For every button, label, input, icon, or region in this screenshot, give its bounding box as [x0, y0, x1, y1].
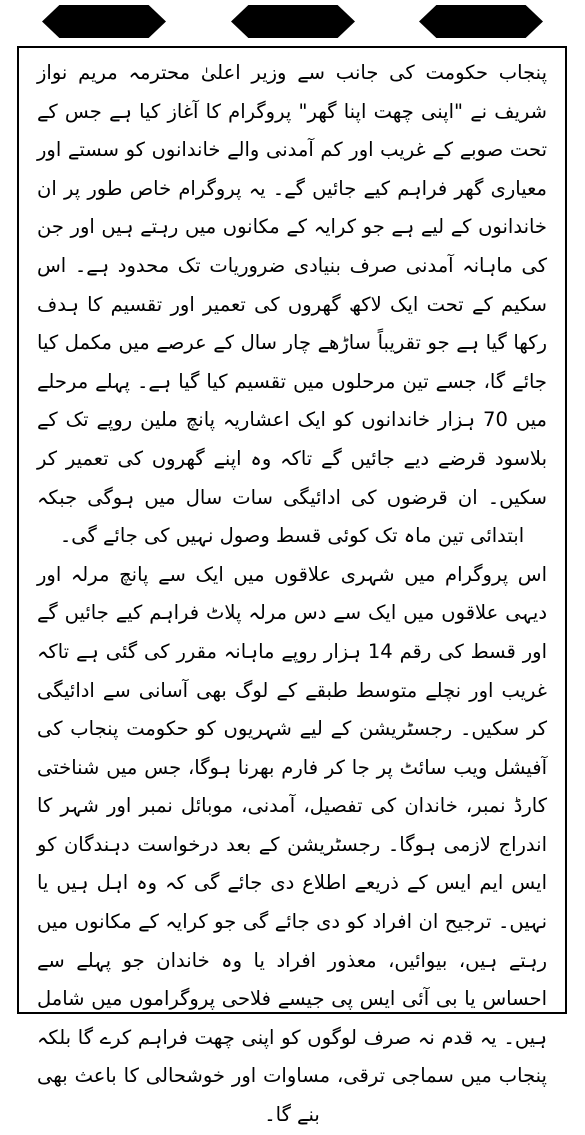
decorative-tab-right: [419, 5, 543, 38]
article-frame: [17, 46, 567, 1127]
article-paragraph-2: اس پروگرام میں شہری علاقوں میں ایک سے پانچ مرلہ اور دیہی علاقوں میں ایک سے دس مرلہ پلاٹ فراہم کیے جائیں گے اور قسط کی رقم 14 ہزار روپے ماہانہ مقرر کی گئی ہے تاکہ غریب اور نچلے متوسط طبقے کے لوگ بھی آسانی سے ادائیگی کر سکیں۔ رجسٹریشن کے لیے شہریوں کو حکومت پنجاب کی آفیشل ویب سائٹ پر جا کر فارم بھرنا ہوگا، جس میں شناختی کارڈ نمبر، خاندان کی تفصیل، آمدنی، موبائل نمبر اور شہر کا اندراج لازمی ہوگا۔ رجسٹریشن کے بعد درخواست دہندگان کو ایس ایم ایس کے ذریعے اطلاع دی جائے گی کہ وہ اہل ہیں یا نہیں۔ ترجیح ان افراد کو دی جائے گی جو کرایہ کے مکانوں میں رہتے ہیں، بیوائیں، معذور افراد یا وہ خاندان جو پہلے سے احساس یا بی آئی ایس پی جیسے فلاحی پروگراموں میں شامل ہیں۔ یہ قدم نہ صرف لوگوں کو اپنی چھت فراہم کرے گا بلکہ پنجاب میں سماجی ترقی، مساوات اور خوشحالی کا باعث بھی بنے گا۔: [37, 562, 547, 1127]
article-body: [19, 48, 565, 1135]
decorative-tab-left: [42, 5, 166, 38]
decorative-tab-center: [231, 5, 355, 38]
decorative-header: [0, 0, 585, 44]
article-paragraph-1: پنجاب حکومت کی جانب سے وزیر اعلیٰ محترمہ مریم نواز شریف نے "اپنی چھت اپنا گھر" پروگرام کا آغاز کیا ہے جس کے تحت صوبے کے غریب اور کم آمدنی والے خاندانوں کو سستے اور معیاری گھر فراہم کیے جائیں گے۔ یہ پروگرام خاص طور پر ان خاندانوں کے لیے ہے جو کرایہ کے مکانوں میں رہتے ہیں اور جن کی ماہانہ آمدنی صرف بنیادی ضروریات تک محدود ہے۔ اس سکیم کے تحت ایک لاکھ گھروں کی تعمیر اور تقسیم کا ہدف رکھا گیا ہے جو تقریباً ساڑھے چار سال کے عرصے میں مکمل کیا جائے گا، جسے تین مرحلوں میں تقسیم کیا گیا ہے۔ پہلے مرحلے میں 70 ہزار خاندانوں کو ایک اعشاریہ پانچ ملین روپے تک کے بلاسود قرضے دیے جائیں گے تاکہ وہ اپنے گھروں کی تعمیر کر سکیں۔ ان قرضوں کی ادائیگی سات سال میں ہوگی جبکہ ابتدائی تین ماہ تک کوئی قسط وصول نہیں کی جائے گی۔: [37, 61, 547, 548]
